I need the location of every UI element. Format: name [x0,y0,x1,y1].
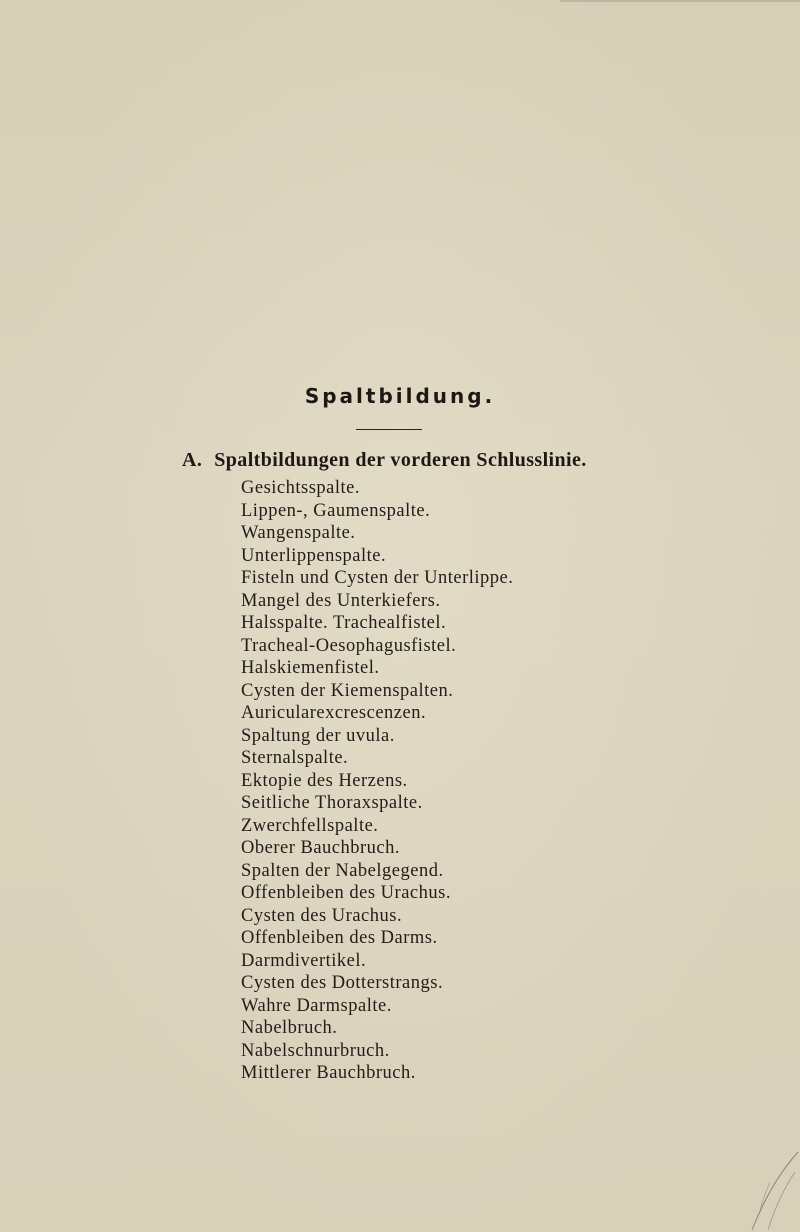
list-item: Mangel des Unterkiefers. [241,590,441,611]
list-item: Offenbleiben des Urachus. [241,883,451,903]
list-item: Sternalspalte. [241,748,349,768]
page-edge-shadow [560,0,800,2]
heading-divider [356,429,422,430]
list-item: Cysten der Kiemenspalten. [241,680,454,701]
list-item: Wangenspalte. [241,523,356,543]
section-title-text: Spaltbildungen der vorderen Schlusslinie. [214,449,587,471]
list-item: Nabelschnurbruch. [241,1040,390,1061]
list-item: Offenbleiben des Darms. [241,928,438,948]
list-item: Gesichtsspalte. [241,478,360,498]
list-item: Oberer Bauchbruch. [241,838,400,858]
item-list [241,477,513,1085]
list-item: Spalten der Nabelgegend. [241,860,444,881]
list-item: Mittlerer Bauchbruch. [241,1063,416,1083]
list-item: Darmdivertikel. [241,950,367,971]
list-item: Ektopie des Herzens. [241,770,408,791]
list-item: Halsspalte. Trachealfistel. [241,613,447,633]
section-title [182,449,587,472]
list-item: Unterlippenspalte. [241,545,387,566]
list-item: Auricularexcrescenzen. [241,703,427,723]
list-item: Lippen-, Gaumenspalte. [241,500,431,521]
list-item: Halskiemenfistel. [241,658,380,678]
list-item: Tracheal-Oesophagusfistel. [241,635,457,656]
section-letter: A. [182,449,203,471]
list-item: Zwerchfellspalte. [241,815,379,836]
list-item: Nabelbruch. [241,1018,338,1038]
list-item: Wahre Darmspalte. [241,995,392,1016]
list-item: Seitliche Thoraxspalte. [241,793,423,813]
list-item: Cysten des Urachus. [241,905,403,926]
list-item: Fisteln und Cysten der Unterlippe. [241,568,514,588]
list-item: Cysten des Dotterstrangs. [241,973,444,993]
list-item: Spaltung der uvula. [241,725,395,746]
page-heading: Spaltbildung. [304,384,496,408]
pencil-mark-icon [740,1142,800,1232]
